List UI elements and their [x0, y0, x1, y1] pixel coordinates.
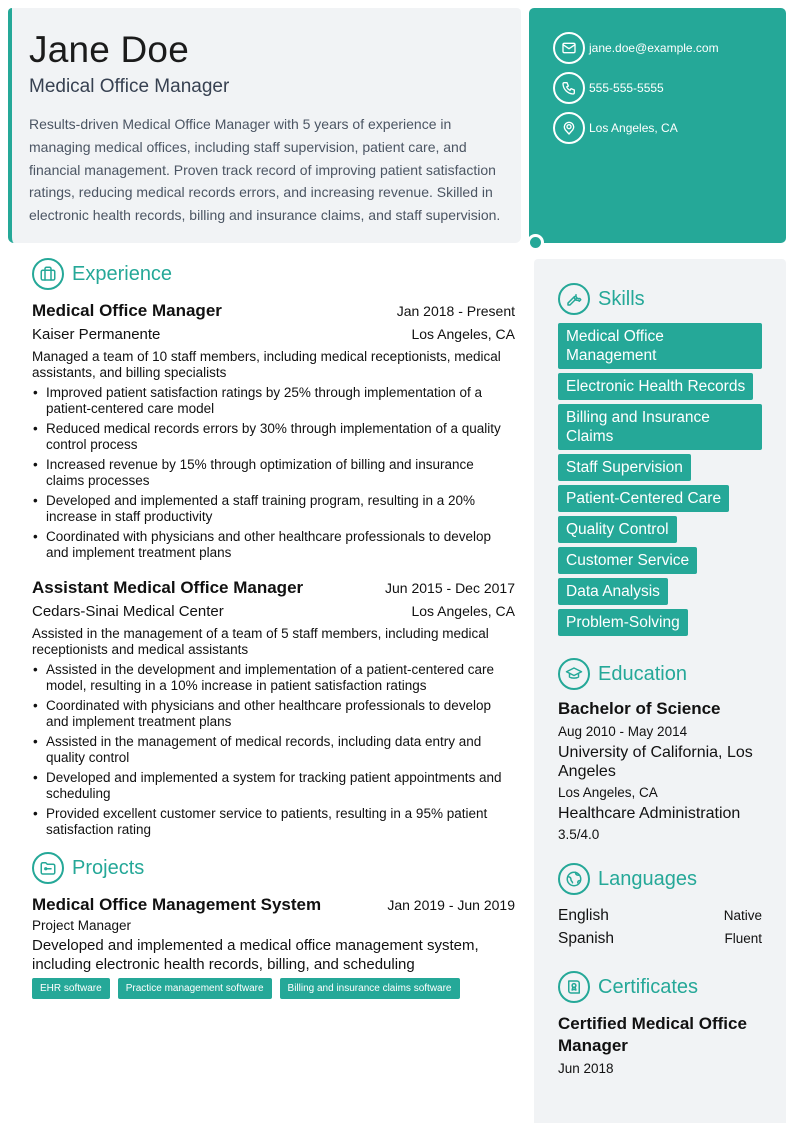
skill-chip: Staff Supervision	[558, 454, 691, 481]
map-pin-icon	[553, 112, 585, 144]
job-company: Kaiser Permanente	[32, 326, 161, 343]
skill-chip: Quality Control	[558, 516, 677, 543]
bullet-item: • Provided excellent customer service to patients, resulting in a 95% patient satisfaction rating	[32, 806, 515, 838]
contact-email[interactable]	[553, 32, 786, 64]
skill-chip: Data Analysis	[558, 578, 668, 605]
location-text: Los Angeles, CA	[589, 121, 678, 135]
header-panel	[8, 8, 521, 243]
globe-icon	[558, 863, 590, 895]
job-company: Cedars-Sinai Medical Center	[32, 603, 224, 620]
sidebar	[534, 259, 786, 1123]
section-title: Experience	[72, 262, 173, 285]
job-title: Assistant Medical Office Manager	[32, 578, 304, 597]
language-name: English	[558, 907, 609, 924]
education-heading	[558, 658, 762, 690]
education-school: University of California, Los Angeles	[558, 744, 753, 780]
job-date: Jun 2015 - Dec 2017	[385, 580, 515, 596]
project-role: Project Manager	[32, 918, 132, 933]
job-description: Assisted in the management of a team of 5 staff members, including medical receptionists and medical assistants	[32, 626, 489, 657]
skills-heading	[558, 283, 762, 315]
project-date: Jan 2019 - Jun 2019	[387, 897, 515, 913]
job-date: Jan 2018 - Present	[396, 303, 515, 319]
graduation-cap-icon	[558, 658, 590, 690]
section-title: Education	[598, 662, 687, 685]
education-degree: Bachelor of Science	[558, 699, 721, 718]
skill-chip: Electronic Health Records	[558, 373, 753, 400]
tag: EHR software	[32, 978, 110, 999]
languages-section	[558, 863, 762, 953]
job-bullets	[32, 662, 515, 838]
job-entry	[32, 577, 515, 838]
tag: Practice management software	[118, 978, 272, 999]
languages-heading	[558, 863, 762, 895]
projects-heading	[32, 852, 515, 884]
bullet-item: • Increased revenue by 15% through optimization of billing and insurance claims processes	[32, 457, 515, 489]
phone-icon	[553, 72, 585, 104]
main-column	[32, 258, 515, 999]
experience-heading	[32, 258, 515, 290]
section-title: Skills	[598, 287, 645, 310]
language-level: Native	[723, 908, 762, 923]
bullet-item: • Developed and implemented a staff training program, resulting in a 20% increase in staff productivity	[32, 493, 515, 525]
bullet-item: • Developed and implemented a system for tracking patient appointments and scheduling	[32, 770, 515, 802]
education-gpa: 3.5/4.0	[558, 827, 600, 842]
skill-chip: Problem-Solving	[558, 609, 688, 636]
section-title: Languages	[598, 867, 697, 890]
wrench-icon	[558, 283, 590, 315]
folder-icon	[32, 852, 64, 884]
language-row	[558, 907, 762, 930]
job-entry	[32, 300, 515, 561]
job-description: Managed a team of 10 staff members, including medical receptionists, medical assistants, and billing specialists	[32, 349, 501, 380]
candidate-title: Medical Office Manager	[29, 76, 230, 97]
education-section	[558, 658, 762, 845]
projects-section	[32, 852, 515, 999]
skill-chip: Medical Office Management	[558, 323, 762, 369]
bullet-item: • Reduced medical records errors by 30% through implementation of a quality control process	[32, 421, 515, 453]
bullet-item: • Assisted in the management of medical records, including data entry and quality control	[32, 734, 515, 766]
language-row	[558, 930, 762, 953]
bullet-item: • Assisted in the development and implementation of a patient-centered care model, resulting in a 10% increase in patient satisfaction ratings	[32, 662, 515, 694]
skills-list	[558, 323, 762, 640]
job-location: Los Angeles, CA	[411, 603, 515, 619]
certificates-section	[558, 971, 762, 1079]
project-tags	[32, 978, 515, 999]
project-entry	[32, 894, 515, 999]
job-location: Los Angeles, CA	[411, 326, 515, 342]
email-text: jane.doe@example.com	[589, 41, 719, 55]
summary: Results-driven Medical Office Manager with 5 years of experience in managing medical offices, including staff supervision, patient care, and financial management. Proven track record of improving patient satisfaction ratings, reducing medical records errors, and increasing revenue. Skilled in electronic health records, billing and insurance claims, and staff supervision.	[29, 116, 501, 224]
bullet-item: • Improved patient satisfaction ratings by 25% through implementation of a patient-centered care model	[32, 385, 515, 417]
job-bullets	[32, 385, 515, 561]
education-dates: Aug 2010 - May 2014	[558, 724, 688, 739]
candidate-name: Jane Doe	[29, 29, 189, 70]
language-level: Fluent	[724, 931, 762, 946]
briefcase-icon	[32, 258, 64, 290]
contact-location	[553, 112, 786, 144]
education-location: Los Angeles, CA	[558, 785, 658, 800]
certificate-icon	[558, 971, 590, 1003]
tag: Billing and insurance claims software	[280, 978, 460, 999]
project-description: Developed and implemented a medical office management system, including electronic health records, billing, and scheduling	[32, 937, 479, 973]
skill-chip: Billing and Insurance Claims	[558, 404, 762, 450]
certificate-name: Certified Medical Office Manager	[558, 1014, 747, 1055]
certificate-date: Jun 2018	[558, 1061, 614, 1076]
contact-panel	[529, 8, 786, 243]
project-title: Medical Office Management System	[32, 895, 322, 914]
phone-text: 555-555-5555	[589, 81, 664, 95]
mail-icon	[553, 32, 585, 64]
section-title: Projects	[72, 856, 145, 879]
bullet-item: • Coordinated with physicians and other healthcare professionals to develop and implement treatment plans	[32, 529, 515, 561]
contact-phone[interactable]	[553, 72, 786, 104]
section-title: Certificates	[598, 975, 699, 998]
decorative-dot	[527, 234, 544, 251]
job-title: Medical Office Manager	[32, 301, 222, 320]
language-name: Spanish	[558, 930, 615, 947]
education-field: Healthcare Administration	[558, 805, 741, 822]
skill-chip: Customer Service	[558, 547, 697, 574]
certificates-heading	[558, 971, 762, 1003]
bullet-item: • Coordinated with physicians and other healthcare professionals to develop and implement treatment plans	[32, 698, 515, 730]
skill-chip: Patient-Centered Care	[558, 485, 729, 512]
